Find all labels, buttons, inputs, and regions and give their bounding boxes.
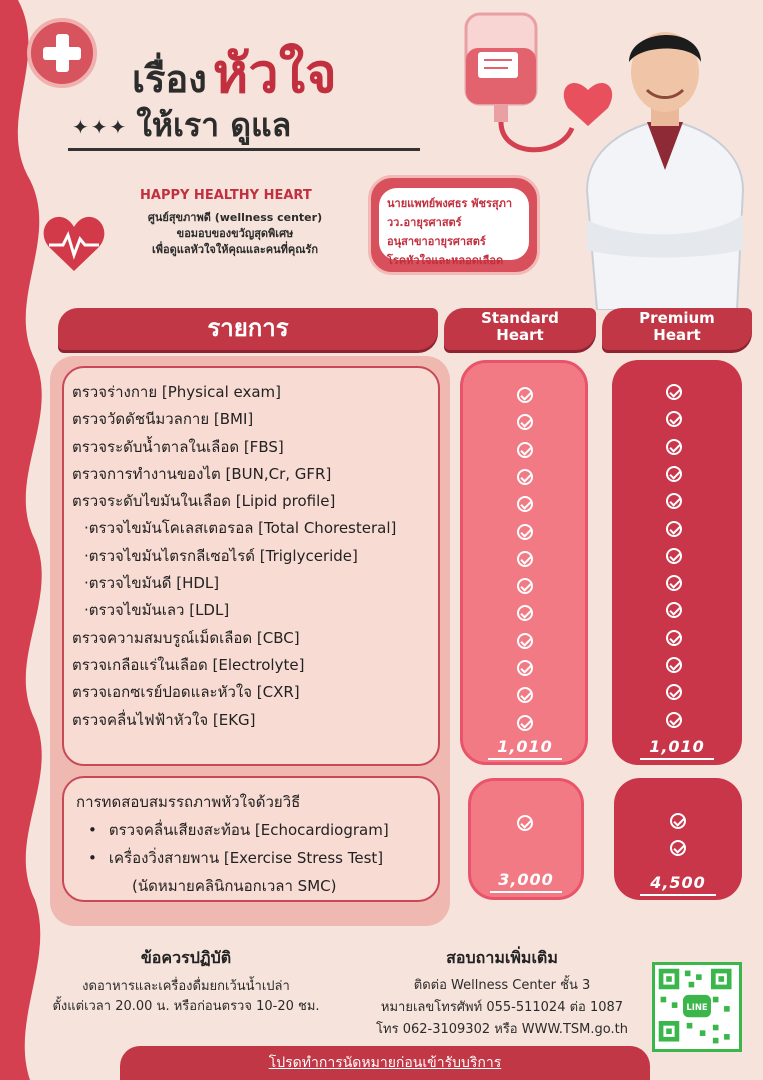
header-standard-line: Standard (481, 309, 559, 327)
standard-included-check-icon (517, 442, 533, 458)
premium-included-check-icon (666, 521, 682, 537)
premium-included-check-icon (666, 384, 682, 400)
lipid-sub-item: ·ตรวจไขมันดี [HDL] (84, 574, 220, 593)
standard-included-check-icon (517, 524, 533, 540)
doctor-credential: วว.อายุรศาสตร์ (387, 216, 462, 229)
exam-item: ตรวจคลื่นไฟฟ้าหัวใจ [EKG] (72, 710, 256, 729)
happy-healthy-heart-tagline: HAPPY HEALTHY HEART (140, 188, 312, 203)
premium-price (640, 737, 714, 756)
title-prefix: เรื่อง (132, 57, 207, 101)
premium-included-check-icon (666, 439, 682, 455)
exam-item: ตรวจการทำงานของไต [BUN,Cr, GFR] (72, 464, 332, 483)
contact-section (362, 946, 642, 1041)
wellness-center-intro (140, 210, 330, 258)
standard-included-check-icon (517, 387, 533, 403)
sparkle-icons: ✦✦✦ (72, 115, 129, 139)
premium-included-check-icon (666, 712, 682, 728)
header-standard-line: Heart (496, 326, 544, 344)
header-items: รายการ (58, 308, 438, 350)
header-premium-line: Heart (653, 326, 701, 344)
exam-item: ตรวจร่างกาย [Physical exam] (72, 383, 282, 401)
doctor-subspecialty: อนุสาขาอายุรศาสตร์ (387, 235, 486, 248)
lipid-sub-item: ·ตรวจไขมันโคเลสเตอรอล [Total Choresteral] (84, 519, 397, 538)
stress-test-note: (นัดหมายคลินิกนอกเวลา SMC) (132, 877, 337, 895)
exercise-stress-test-item: • เครื่องวิ่งสายพาน [Exercise Stress Test] (76, 844, 436, 872)
premium-included-check-icon (666, 630, 682, 646)
appointment-banner[interactable]: โปรดทำการนัดหมายก่อนเข้ารับบริการ (120, 1046, 650, 1080)
title-underline (68, 148, 420, 151)
instructions-section (28, 946, 344, 1017)
title-line-2-text: ให้เรา ดูแล (136, 106, 292, 144)
intro-line: ขอมอบของขวัญสุดพิเศษ (176, 227, 294, 240)
instructions-title: ข้อควรปฏิบัติ (140, 948, 232, 967)
exam-item: ตรวจเกลือแร่ในเลือด [Electrolyte] (72, 655, 305, 674)
title-highlight: หัวใจ (212, 42, 337, 105)
title-line-2 (72, 100, 291, 151)
heartbeat-heart-icon (43, 215, 105, 273)
standard-test-price-value: 3,000 (498, 870, 554, 889)
standard-price (488, 737, 562, 756)
header-standard-heart (444, 308, 596, 350)
standard-included-check-icon (517, 660, 533, 676)
premium-stress-test-check-icon (670, 840, 686, 856)
exam-item: ตรวจระดับน้ำตาลในเลือด [FBS] (72, 437, 284, 456)
premium-test-price (640, 873, 716, 892)
premium-included-check-icon (666, 575, 682, 591)
instructions-line: งดอาหารและเครื่องดื่มยกเว้นน้ำเปล่า (82, 979, 290, 994)
doctor-specialty: โรคหัวใจและหลอดเลือด (387, 254, 504, 267)
premium-price-value: 1,010 (649, 737, 705, 756)
doctor-photo (567, 10, 763, 310)
intro-line: เพื่อดูแลหัวใจให้คุณและคนที่คุณรัก (151, 243, 319, 256)
exam-items-list (72, 379, 442, 734)
stress-test-list (76, 788, 436, 900)
contact-line: ติดต่อ Wellness Center ชั้น 3 (413, 978, 591, 993)
premium-included-check-icon (666, 548, 682, 564)
exam-item: ตรวจระดับไขมันในเลือด [Lipid profile] (72, 492, 336, 511)
echocardiogram-item: • ตรวจคลื่นเสียงสะท้อน [Echocardiogram] (76, 816, 436, 844)
standard-echo-check-icon (517, 815, 533, 831)
stress-test-title: การทดสอบสมรรถภาพหัวใจด้วยวิธี (76, 793, 301, 811)
medical-cross-icon (27, 18, 97, 88)
exam-item: ตรวจความสมบรูณ์เม็ดเลือด [CBC] (72, 628, 300, 647)
premium-included-check-icon (666, 466, 682, 482)
standard-included-check-icon (517, 633, 533, 649)
contact-phone: หมายเลขโทรศัพท์ 055-511024 ต่อ 1087 (380, 1000, 624, 1015)
premium-included-check-icon (666, 657, 682, 673)
line-qr-code[interactable] (652, 962, 742, 1052)
lipid-sub-item: ·ตรวจไขมันเลว [LDL] (84, 601, 230, 620)
contact-website: โทร 062-3109302 หรือ WWW.TSM.go.th (376, 1022, 628, 1037)
instructions-line: ตั้งแต่เวลา 20.00 น. หรือก่อนตรวจ 10-20 ชม. (52, 999, 320, 1014)
standard-included-check-icon (517, 469, 533, 485)
doctor-name: นายแพทย์พงศธร พัชรสุภา (387, 197, 513, 210)
premium-test-price-value: 4,500 (650, 873, 706, 892)
standard-included-check-icon (517, 715, 533, 731)
standard-test-price (490, 870, 562, 889)
lipid-sub-item: ·ตรวจไขมันไตรกลีเซอไรด์ [Triglyceride] (84, 546, 358, 565)
header-premium-line: Premium (639, 309, 715, 327)
standard-included-check-icon (517, 578, 533, 594)
contact-title: สอบถามเพิ่มเติม (446, 948, 558, 967)
standard-price-value: 1,010 (497, 737, 553, 756)
intro-line: ศูนย์สุขภาพดี (wellness center) (147, 211, 323, 224)
premium-echo-check-icon (670, 813, 686, 829)
exam-item: ตรวจเอกซเรย์ปอดและหัวใจ [CXR] (72, 683, 300, 702)
line-logo-label: LINE (686, 1001, 708, 1012)
exam-item: ตรวจวัดดัชนีมวลกาย [BMI] (72, 410, 254, 429)
standard-included-check-icon (517, 551, 533, 567)
doctor-info-bubble (368, 175, 540, 275)
header-premium-heart (602, 308, 752, 350)
